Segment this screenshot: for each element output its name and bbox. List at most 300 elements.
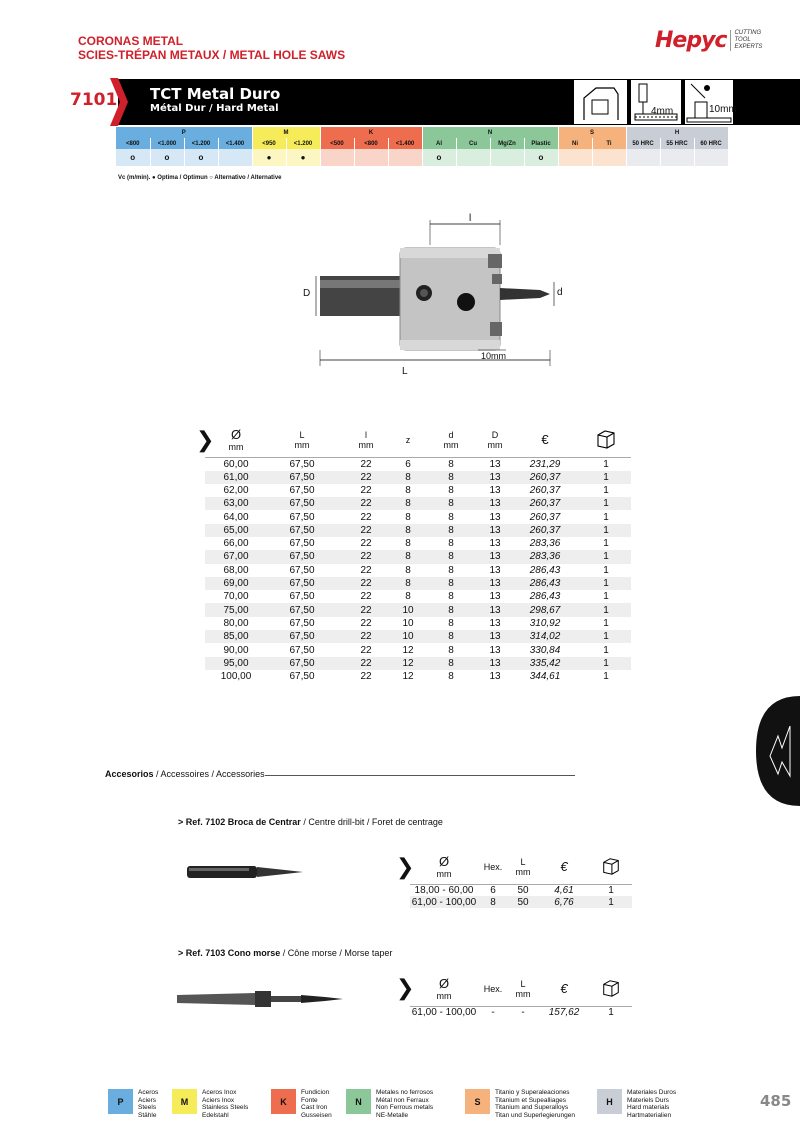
table-cell: 1 <box>590 896 632 908</box>
table-row <box>205 471 631 484</box>
material-mark-H-0 <box>626 149 660 166</box>
table-cell: 13 <box>481 497 509 510</box>
table-cell: 10 <box>395 603 421 616</box>
accessory-2-table <box>410 972 632 1018</box>
table-cell: 63,00 <box>205 497 267 510</box>
footer-text-line: Aciers <box>138 1096 157 1104</box>
footer-material-P-text <box>138 1089 158 1119</box>
footer-text-line: Materiales Duros <box>627 1089 677 1096</box>
table-row <box>410 1006 632 1018</box>
table-cell: 8 <box>395 524 421 537</box>
main-header-3-top: z <box>405 434 411 445</box>
table-cell: 22 <box>360 564 372 576</box>
footer-material-N-text <box>376 1089 433 1119</box>
table-row <box>205 497 631 510</box>
material-mark-P-0: o <box>116 149 150 166</box>
table-cell: 13 <box>481 577 509 590</box>
footer-text-line: Edelstahl <box>202 1111 229 1119</box>
table-cell: 8 <box>421 603 481 616</box>
acc-header-l-sym: L <box>520 856 526 867</box>
table-cell: 260,37 <box>529 484 561 496</box>
table-cell: 260,37 <box>509 524 581 537</box>
accessories-heading-bold: Accesorios <box>105 769 154 779</box>
material-col-M-0: <950 <box>252 138 286 149</box>
table-cell: 8 <box>405 511 411 523</box>
brand-tag-3: EXPERTS <box>734 44 763 50</box>
table-row <box>205 550 631 563</box>
table-cell: 8 <box>448 671 454 683</box>
footer-material-H: H <box>597 1089 622 1114</box>
table-cell: 286,43 <box>509 577 581 590</box>
accessory-2-ref <box>178 948 392 958</box>
brand-name: Hepyc <box>655 28 727 53</box>
table-cell: 8 <box>448 538 454 550</box>
table-cell: 1 <box>581 524 631 537</box>
table-cell: 13 <box>489 458 501 470</box>
table-cell: - <box>491 1006 495 1018</box>
table-cell: 90,00 <box>223 644 249 656</box>
table-cell: 66,00 <box>223 538 249 550</box>
table-cell: 50 <box>508 896 538 908</box>
table-cell: 13 <box>489 591 501 603</box>
footer-text-line: Aciers Inox <box>202 1096 235 1104</box>
table-cell: 75,00 <box>205 603 267 616</box>
table-cell: 335,42 <box>509 657 581 670</box>
footer-material-P: P <box>108 1089 133 1114</box>
page-number: 485 <box>760 1092 792 1110</box>
table-row <box>205 577 631 590</box>
material-mark-K-1 <box>354 149 388 166</box>
table-cell: 61,00 <box>205 471 267 484</box>
table-cell: 12 <box>395 657 421 670</box>
main-header-2-top: l <box>365 429 367 440</box>
table-cell: 80,00 <box>223 617 249 629</box>
table-cell: 8 <box>478 896 508 908</box>
table-cell: 67,50 <box>267 603 337 616</box>
material-col-H-1: 55 HRC <box>660 138 694 149</box>
material-col-K-1: <800 <box>354 138 388 149</box>
category-title-line2: SCIES-TRÉPAN METAUX / METAL HOLE SAWS <box>78 48 346 62</box>
table-cell: 67,50 <box>289 564 315 576</box>
table-cell: 8 <box>421 550 481 563</box>
table-cell: 67,50 <box>267 657 337 670</box>
footer-text-line: Hard materials <box>627 1104 670 1111</box>
table-row <box>205 617 631 630</box>
table-cell: 13 <box>481 471 509 484</box>
hole-saw-diagram <box>300 210 570 380</box>
accessories-heading <box>105 769 265 779</box>
main-header-2-unit: mm <box>358 439 374 450</box>
footer-material-M: M <box>172 1089 197 1114</box>
acc-header-dia <box>410 850 478 884</box>
main-header-5-top: D <box>491 429 499 440</box>
material-col-K-0: <500 <box>320 138 354 149</box>
diagram-label-L: L <box>402 366 408 377</box>
material-mark-N-1 <box>456 149 490 166</box>
hand-tool-icon <box>573 79 628 125</box>
table-row <box>205 564 631 577</box>
table-cell: 67,50 <box>267 524 337 537</box>
table-cell: 22 <box>360 591 372 603</box>
table-cell: 22 <box>360 511 372 523</box>
table-cell: 260,37 <box>509 497 581 510</box>
material-mark-M-0: ● <box>252 149 286 166</box>
acc-package-box-icon <box>590 850 632 884</box>
brand-tagline <box>730 30 762 51</box>
acc-header-price: € <box>538 850 590 884</box>
table-cell: 1 <box>581 497 631 510</box>
material-col-N-2: Mg/Zn <box>490 138 524 149</box>
material-col-P-1: <1.000 <box>150 138 184 149</box>
accessory-1-table <box>410 850 632 908</box>
material-mark-P-3 <box>218 149 252 166</box>
table-row <box>205 670 631 683</box>
material-mark-P-1: o <box>150 149 184 166</box>
table-row <box>205 524 631 537</box>
materials-legend: Vc (m/min). ● Optima / Optimun ○ Alternativo / Alternative <box>118 175 282 181</box>
table-row <box>205 603 631 616</box>
material-group-N: N <box>422 127 558 138</box>
table-cell: 22 <box>337 550 395 563</box>
table-cell: 22 <box>360 644 372 656</box>
table-cell: 61,00 - 100,00 <box>411 1006 477 1018</box>
table-cell: 22 <box>337 471 395 484</box>
materials-table <box>116 127 729 166</box>
footer-text-line: Aceros Inox <box>202 1089 237 1096</box>
table-cell: 13 <box>481 524 509 537</box>
main-header-1-unit: mm <box>294 439 310 450</box>
table-cell: 69,00 <box>205 577 267 590</box>
accessory-1-chevron-icon: ❯ <box>396 855 415 880</box>
table-cell: 1 <box>608 1006 614 1018</box>
table-cell: 13 <box>489 484 501 496</box>
table-cell: 260,37 <box>529 511 561 523</box>
acc-header-l-unit: mm <box>515 866 531 877</box>
table-cell: 344,61 <box>529 671 561 683</box>
material-mark-N-0: o <box>422 149 456 166</box>
brand-tag-1: CUTTING <box>734 30 762 36</box>
table-row <box>205 537 631 550</box>
material-col-N-3: Plastic <box>524 138 558 149</box>
acc-header-dia <box>410 972 478 1006</box>
drill-depth-4mm-icon <box>630 79 682 125</box>
footer-material-K: K <box>271 1089 296 1114</box>
table-cell: 6,76 <box>538 896 590 908</box>
depth-4mm-label: 4mm <box>651 106 674 117</box>
table-row <box>205 630 631 643</box>
footer-text-line: Fonte <box>301 1096 318 1104</box>
table-cell: 50 <box>517 884 529 896</box>
material-mark-H-2 <box>694 149 728 166</box>
main-header-0-unit: mm <box>228 442 244 453</box>
table-row <box>205 510 631 523</box>
main-header-1-top: L <box>299 429 305 440</box>
table-cell: 8 <box>421 577 481 590</box>
footer-material-K-text <box>301 1089 332 1119</box>
table-cell: 22 <box>337 577 395 590</box>
table-cell: 260,37 <box>509 471 581 484</box>
table-cell: 13 <box>489 671 501 683</box>
table-cell: 13 <box>489 644 501 656</box>
table-cell: 1 <box>603 617 609 629</box>
material-col-P-3: <1.400 <box>218 138 252 149</box>
brand-tag-2: TOOL <box>734 37 751 43</box>
table-cell: 95,00 <box>205 657 267 670</box>
material-group-P: P <box>116 127 252 138</box>
material-group-H: H <box>626 127 728 138</box>
product-subtitle: Métal Dur / Hard Metal <box>150 103 279 114</box>
table-cell: 8 <box>405 538 411 550</box>
diagram-label-10mm: 10mm <box>481 351 507 361</box>
table-cell: 67,50 <box>267 471 337 484</box>
material-col-P-2: <1.200 <box>184 138 218 149</box>
footer-material-H-text <box>627 1089 676 1119</box>
material-mark-P-2: o <box>184 149 218 166</box>
table-cell: 157,62 <box>548 1006 580 1018</box>
table-cell: 8 <box>448 458 454 470</box>
table-cell: 8 <box>395 497 421 510</box>
table-cell: 70,00 <box>223 591 249 603</box>
main-header-4 <box>421 423 481 457</box>
table-cell: 67,50 <box>267 577 337 590</box>
accessories-divider <box>265 775 575 776</box>
material-mark-N-2 <box>490 149 524 166</box>
main-header-6-top: € <box>541 432 549 448</box>
material-mark-N-3: o <box>524 149 558 166</box>
main-header-3 <box>395 423 421 457</box>
table-cell: 8 <box>405 484 411 496</box>
acc-header-hex: Hex. <box>478 850 508 884</box>
table-cell: 298,67 <box>509 603 581 616</box>
main-header-5 <box>481 423 509 457</box>
footer-text-line: Gusseisen <box>301 1111 332 1119</box>
acc-header-price: € <box>538 972 590 1006</box>
table-cell: 67,50 <box>289 458 315 470</box>
table-cell: 283,36 <box>509 550 581 563</box>
main-header-4-top: d <box>448 429 454 440</box>
footer-text-line: Titan und Superlegierungen <box>495 1111 575 1119</box>
table-cell: 8 <box>395 577 421 590</box>
accessory-2-ref-bold: > Ref. 7103 Cono morse <box>178 948 281 958</box>
table-cell: 67,50 <box>267 630 337 643</box>
material-col-S-0: Ni <box>558 138 592 149</box>
table-cell: 1 <box>581 657 631 670</box>
table-cell: 67,50 <box>289 538 315 550</box>
table-cell: 60,00 <box>223 458 249 470</box>
material-col-N-0: Al <box>422 138 456 149</box>
table-cell: 13 <box>481 630 509 643</box>
acc-header-l <box>508 850 538 884</box>
table-cell: 22 <box>360 484 372 496</box>
accessory-1-ref-bold: > Ref. 7102 Broca de Centrar <box>178 817 301 827</box>
table-cell: 283,36 <box>529 538 561 550</box>
footer-text-line: Aceros <box>138 1089 159 1096</box>
footer-text-line: Titanium and Superalloys <box>495 1104 569 1111</box>
table-cell: 64,00 <box>223 511 249 523</box>
table-cell: 67,50 <box>289 617 315 629</box>
table-cell: 1 <box>608 884 614 896</box>
centre-drill-image <box>185 860 305 884</box>
table-cell: 22 <box>360 671 372 683</box>
table-cell: 22 <box>360 617 372 629</box>
accessory-1-ref-rest: / Centre drill-bit / Foret de centrage <box>300 817 443 827</box>
table-row <box>410 884 632 896</box>
table-cell: 1 <box>603 484 609 496</box>
table-cell: 67,50 <box>289 511 315 523</box>
main-header-0 <box>205 423 267 457</box>
table-cell: 8 <box>421 630 481 643</box>
footer-text-line: Cast Iron <box>301 1104 328 1111</box>
material-col-H-2: 60 HRC <box>694 138 728 149</box>
category-title-line1: CORONAS METAL <box>78 34 184 48</box>
table-cell: 13 <box>489 617 501 629</box>
accessory-1-ref <box>178 817 443 827</box>
table-cell: 12 <box>402 671 414 683</box>
material-mark-H-1 <box>660 149 694 166</box>
diagram-label-l: l <box>469 213 472 224</box>
materials-column-row <box>116 138 728 149</box>
table-cell: 10 <box>402 617 414 629</box>
material-mark-K-2 <box>388 149 422 166</box>
table-cell: 22 <box>337 497 395 510</box>
table-cell: 8 <box>448 511 454 523</box>
diagram-label-D: D <box>303 288 311 299</box>
table-cell: 330,84 <box>529 644 561 656</box>
table-cell: 22 <box>360 538 372 550</box>
table-cell: 100,00 <box>220 671 252 683</box>
footer-text-line: Metales no ferrosos <box>376 1089 434 1096</box>
table-cell: 1 <box>603 644 609 656</box>
footer-text-line: Hartmaterialien <box>627 1111 672 1119</box>
depth-10mm-label: 10mm <box>709 104 737 115</box>
footer-material-N: N <box>346 1089 371 1114</box>
table-cell: 8 <box>448 564 454 576</box>
footer-text-line: Métal non Ferraux <box>376 1096 429 1104</box>
table-cell: 1 <box>581 471 631 484</box>
table-cell: 6 <box>405 458 411 470</box>
main-header-1 <box>267 423 337 457</box>
footer-material-S-text <box>495 1089 575 1119</box>
table-cell: 8 <box>395 550 421 563</box>
acc-header-dia-sym: Ø <box>438 854 450 870</box>
morse-taper-image <box>175 985 345 1013</box>
table-cell: 67,50 <box>289 671 315 683</box>
table-cell: 231,29 <box>529 458 561 470</box>
dimensions-price-table <box>205 423 631 683</box>
main-table-chevron-icon: ❯ <box>196 428 215 453</box>
table-cell: 8 <box>421 497 481 510</box>
table-cell: 1 <box>581 577 631 590</box>
table-cell: 22 <box>337 524 395 537</box>
accessory-header-row <box>410 972 632 1006</box>
acc-header-l-sym: L <box>520 978 526 989</box>
material-col-H-0: 50 HRC <box>626 138 660 149</box>
product-code-chevron-icon <box>110 78 128 126</box>
category-title <box>78 34 345 62</box>
table-cell: 8 <box>448 617 454 629</box>
accessory-2-chevron-icon: ❯ <box>396 976 415 1001</box>
table-cell: 1 <box>581 630 631 643</box>
footer-text-line: Steels <box>138 1104 157 1111</box>
drill-depth-10mm-icon <box>684 79 737 125</box>
acc-header-dia-unit: mm <box>436 991 452 1002</box>
table-cell: 310,92 <box>529 617 561 629</box>
table-cell: 1 <box>603 564 609 576</box>
table-cell: 1 <box>581 550 631 563</box>
table-row <box>205 643 631 656</box>
table-cell: 10 <box>395 630 421 643</box>
acc-header-dia-sym: Ø <box>438 976 450 992</box>
product-code: 7101 <box>70 90 118 110</box>
table-cell: 12 <box>402 644 414 656</box>
table-cell: 13 <box>481 657 509 670</box>
material-col-K-2: <1.400 <box>388 138 422 149</box>
table-cell: 8 <box>405 564 411 576</box>
material-col-M-1: <1.200 <box>286 138 320 149</box>
accessory-header-row <box>410 850 632 884</box>
table-cell: 4,61 <box>554 884 574 896</box>
table-cell: 286,43 <box>529 591 561 603</box>
main-table-header <box>205 423 631 457</box>
footer-text-line: Fundicion <box>301 1089 330 1096</box>
table-cell: 13 <box>481 603 509 616</box>
table-cell: 314,02 <box>509 630 581 643</box>
footer-material-S: S <box>465 1089 490 1114</box>
table-cell: 286,43 <box>529 564 561 576</box>
material-mark-K-0 <box>320 149 354 166</box>
table-cell: 1 <box>603 538 609 550</box>
table-cell: 67,50 <box>267 550 337 563</box>
material-col-P-0: <800 <box>116 138 150 149</box>
diagram-label-d: d <box>557 287 563 298</box>
materials-letter-row <box>116 127 728 138</box>
table-cell: 61,00 - 100,00 <box>411 896 477 908</box>
footer-material-M-text <box>202 1089 248 1119</box>
table-cell: 1 <box>581 603 631 616</box>
table-cell: 67,50 <box>289 644 315 656</box>
table-cell: 85,00 <box>205 630 267 643</box>
acc-header-l-unit: mm <box>515 988 531 999</box>
material-group-K: K <box>320 127 422 138</box>
footer-text-line: Titanio y Superaleaciones <box>495 1089 570 1096</box>
table-cell: 62,00 <box>223 484 249 496</box>
table-row <box>205 484 631 497</box>
footer-text-line: Stähle <box>138 1111 157 1119</box>
table-cell: - <box>521 1006 525 1018</box>
table-cell: 13 <box>489 538 501 550</box>
section-tab-sawblade-icon <box>756 696 800 806</box>
acc-header-hex: Hex. <box>478 972 508 1006</box>
table-cell: 8 <box>421 471 481 484</box>
main-table-body <box>205 457 631 683</box>
material-mark-S-1 <box>592 149 626 166</box>
table-cell: 1 <box>603 458 609 470</box>
acc-package-box-icon <box>590 972 632 1006</box>
table-cell: 8 <box>448 591 454 603</box>
table-row <box>205 590 631 603</box>
footer-text-line: Stainless Steels <box>202 1104 249 1111</box>
material-col-N-1: Cu <box>456 138 490 149</box>
table-cell: 67,00 <box>205 550 267 563</box>
material-group-S: S <box>558 127 626 138</box>
table-cell: 67,50 <box>289 591 315 603</box>
main-header-5-unit: mm <box>487 439 503 450</box>
material-mark-S-0 <box>558 149 592 166</box>
table-cell: 13 <box>489 564 501 576</box>
package-box-icon <box>581 423 631 457</box>
table-cell: 8 <box>448 644 454 656</box>
table-cell: 22 <box>337 657 395 670</box>
